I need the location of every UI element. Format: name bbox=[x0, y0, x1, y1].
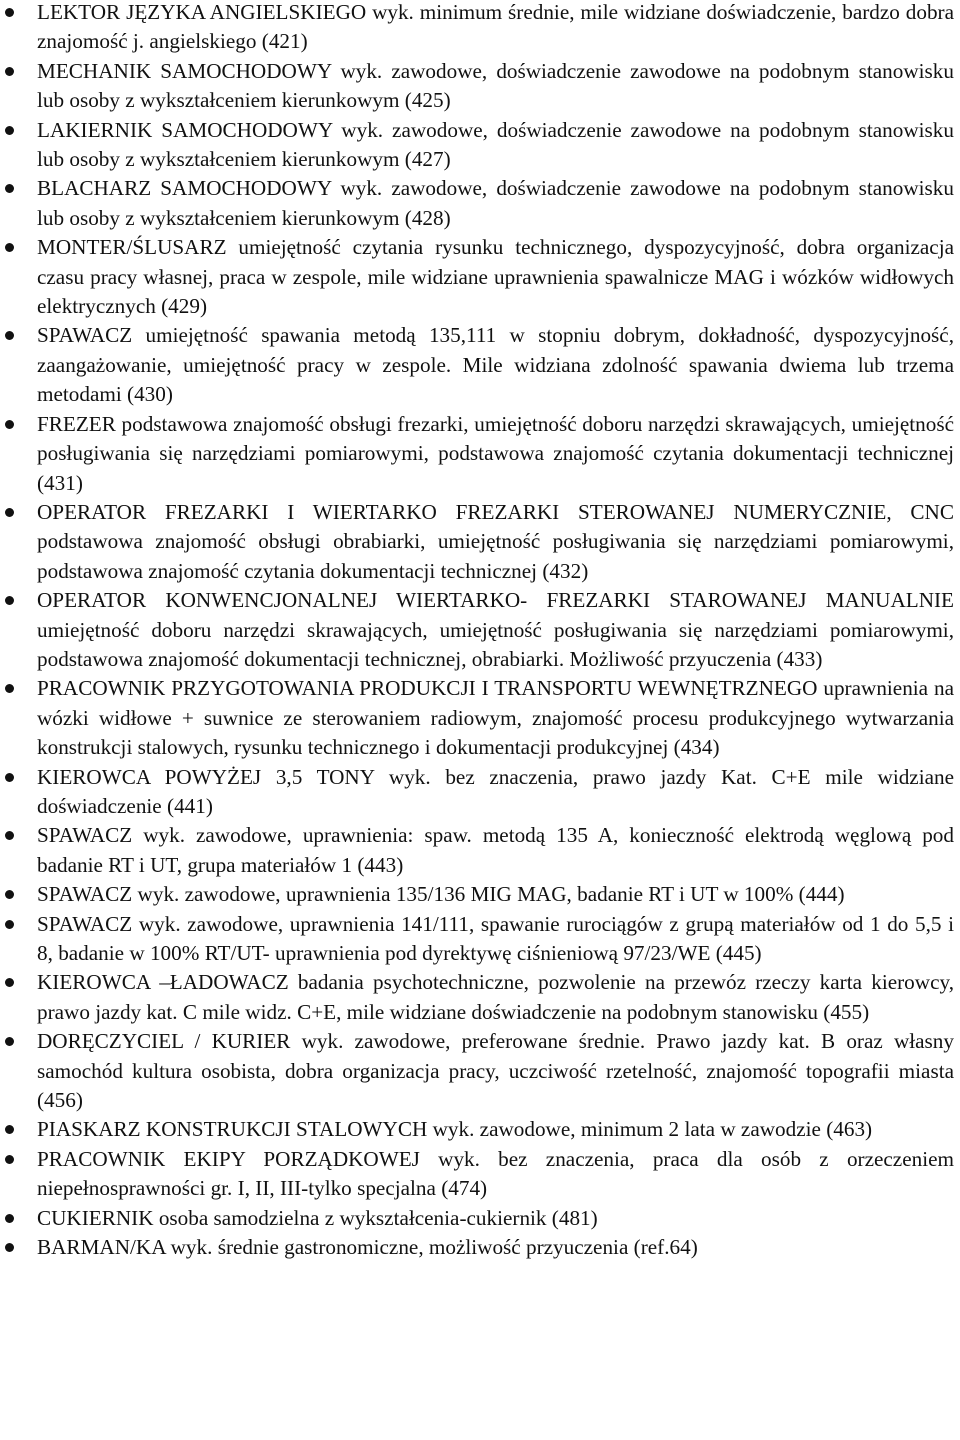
job-offer-text: OPERATOR FREZARKI I WIERTARKO FREZARKI STEROWANEJ NUMERYCZNIE, CNC podstawowa znajomość obsługi obrabiarki, umiejętność posługiwania się narzędziami pomiarowymi, podstawowa znajomość czytania dokumentacji technicznej (432) bbox=[37, 499, 954, 583]
bullet-icon bbox=[5, 773, 14, 782]
bullet-icon bbox=[5, 420, 14, 429]
list-item bbox=[0, 1204, 954, 1233]
job-offer-text: KIEROWCA POWYŻEJ 3,5 TONY wyk. bez znaczenia, prawo jazdy Kat. C+E mile widziane doświadczenie (441) bbox=[37, 764, 954, 818]
job-offer-text: FREZER podstawowa znajomość obsługi frezarki, umiejętność doboru narzędzi skrawających, umiejętność posługiwania się narzędziami pomiarowymi, podstawowa znajomość czytania dokumentacji technicznej (431) bbox=[37, 411, 954, 495]
job-offer-text: BLACHARZ SAMOCHODOWY wyk. zawodowe, doświadczenie zawodowe na podobnym stanowisku lub osoby z wykształceniem kierunkowym (428) bbox=[37, 176, 954, 230]
list-item bbox=[0, 57, 954, 116]
job-offer-text: DORĘCZYCIEL / KURIER wyk. zawodowe, preferowane średnie. Prawo jazdy kat. B oraz własny samochód kultura osobista, dobra organizacja pracy, uczciwość rzetelność, znajomość topografii miasta (456) bbox=[37, 1029, 954, 1113]
bullet-icon bbox=[5, 1155, 14, 1164]
bullet-icon bbox=[5, 920, 14, 929]
bullet-icon bbox=[5, 184, 14, 193]
list-item bbox=[0, 1115, 954, 1144]
job-offer-text: PRACOWNIK EKIPY PORZĄDKOWEJ wyk. bez znaczenia, praca dla osób z orzeczeniem niepełnosprawności gr. I, II, III-tylko specjalna (474) bbox=[37, 1146, 954, 1201]
list-item bbox=[0, 763, 954, 822]
list-item bbox=[0, 1145, 954, 1204]
job-offer-text: SPAWACZ wyk. zawodowe, uprawnienia 141/111, spawanie rurociągów z grupą materiałów od 1 do 5,5 i 8, badanie w 100% RT/UT- uprawnienia pod dyrektywę ciśnieniową 97/23/WE (445) bbox=[37, 911, 954, 965]
list-item bbox=[0, 968, 954, 1027]
job-offer-text: BARMAN/KA wyk. średnie gastronomiczne, możliwość przyuczenia (ref.64) bbox=[37, 1235, 698, 1260]
list-item bbox=[0, 498, 954, 586]
list-item bbox=[0, 0, 954, 57]
list-item bbox=[0, 1027, 954, 1115]
bullet-icon bbox=[5, 831, 14, 840]
job-offer-text: PRACOWNIK PRZYGOTOWANIA PRODUKCJI I TRANSPORTU WEWNĘTRZNEGO uprawnienia na wózki widłowe + suwnice ze sterowaniem radiowym, znajomość procesu produkcyjnego wytwarzania konstrukcji stalowych, rysunku technicznego i dokumentacji produkcyjnej (434) bbox=[37, 676, 954, 760]
bullet-icon bbox=[5, 331, 14, 340]
job-offer-text: SPAWACZ umiejętność spawania metodą 135,111 w stopniu dobrym, dokładność, dyspozycyjność, zaangażowanie, umiejętność pracy w zespole. Mile widziana zdolność spawania dwiema lub trzema metodami (430) bbox=[37, 323, 954, 407]
bullet-icon bbox=[5, 8, 14, 17]
list-item bbox=[0, 1233, 954, 1262]
list-item bbox=[0, 116, 954, 175]
bullet-icon bbox=[5, 243, 14, 252]
job-offer-text: LAKIERNIK SAMOCHODOWY wyk. zawodowe, doświadczenie zawodowe na podobnym stanowisku lub osoby z wykształceniem kierunkowym (427) bbox=[37, 117, 954, 172]
list-item bbox=[0, 233, 954, 321]
list-item bbox=[0, 674, 954, 762]
bullet-icon bbox=[5, 67, 14, 76]
bullet-icon bbox=[5, 1214, 14, 1223]
job-offer-text: KIEROWCA –ŁADOWACZ badania psychotechniczne, pozwolenie na przewóz rzeczy karta kierowcy, prawo jazdy kat. C mile widz. C+E, mile widziane doświadczenie na podobnym stanowisku (455) bbox=[37, 970, 954, 1024]
job-offer-text: LEKTOR JĘZYKA ANGIELSKIEGO wyk. minimum średnie, mile widziane doświadczenie, bardzo dobra znajomość j. angielskiego (421) bbox=[37, 0, 954, 54]
bullet-icon bbox=[5, 1125, 14, 1134]
bullet-icon bbox=[5, 596, 14, 605]
list-item bbox=[0, 321, 954, 409]
bullet-icon bbox=[5, 508, 14, 517]
bullet-icon bbox=[5, 890, 14, 899]
job-offer-text: SPAWACZ wyk. zawodowe, uprawnienia: spaw. metodą 135 A, konieczność elektrodą węglową pod badanie RT i UT, grupa materiałów 1 (443) bbox=[37, 823, 954, 877]
list-item bbox=[0, 910, 954, 969]
job-offer-text: SPAWACZ wyk. zawodowe, uprawnienia 135/136 MIG MAG, badanie RT i UT w 100% (444) bbox=[37, 882, 845, 907]
list-item bbox=[0, 174, 954, 233]
bullet-icon bbox=[5, 978, 14, 987]
list-item bbox=[0, 880, 954, 909]
bullet-icon bbox=[5, 1243, 14, 1252]
list-item bbox=[0, 821, 954, 880]
bullet-icon bbox=[5, 684, 14, 693]
bullet-icon bbox=[5, 1037, 14, 1046]
job-offer-text: PIASKARZ KONSTRUKCJI STALOWYCH wyk. zawodowe, minimum 2 lata w zawodzie (463) bbox=[37, 1117, 873, 1142]
list-item bbox=[0, 410, 954, 498]
job-offer-text: MONTER/ŚLUSARZ umiejętność czytania rysunku technicznego, dyspozycyjność, dobra organizacja czasu pracy własnej, praca w zespole, mile widziane uprawnienia spawalnicze MAG i wózków widłowych elektrycznych (429) bbox=[37, 235, 954, 319]
job-offer-text: MECHANIK SAMOCHODOWY wyk. zawodowe, doświadczenie zawodowe na podobnym stanowisku lub osoby z wykształceniem kierunkowym (425) bbox=[37, 58, 954, 113]
job-offer-text: CUKIERNIK osoba samodzielna z wykształcenia-cukiernik (481) bbox=[37, 1205, 598, 1230]
job-offer-text: OPERATOR KONWENCJONALNEJ WIERTARKO- FREZARKI STAROWANEJ MANUALNIE umiejętność doboru narzędzi skrawających, umiejętność posługiwania się narzędziami pomiarowymi, podstawowa znajomość dokumentacji technicznej, obrabiarki. Możliwość przyuczenia (433) bbox=[37, 588, 954, 671]
list-item bbox=[0, 586, 954, 674]
bullet-icon bbox=[5, 126, 14, 135]
